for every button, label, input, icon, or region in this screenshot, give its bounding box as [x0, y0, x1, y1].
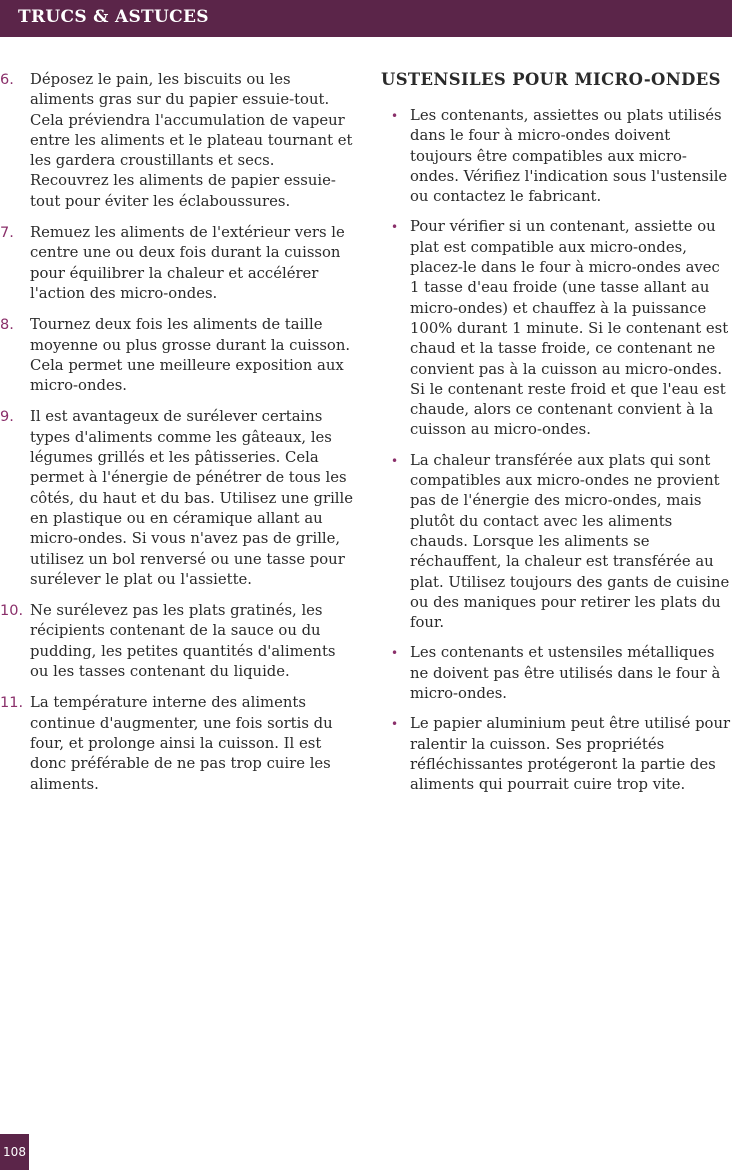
bullet-item	[380, 106, 732, 207]
bullet-icon: •	[391, 220, 399, 235]
bullet-text: Les contenants et ustensiles métalliques ne doivent pas être utilisés dans le four à micro-ondes.	[410, 644, 721, 703]
header-bar	[0, 0, 732, 37]
bullet-item	[380, 451, 732, 634]
tip-number: 11.	[0, 695, 24, 712]
bullet-text: Le papier aluminium peut être utilisé pour ralentir la cuisson. Ses propriétés réfléchissantes protégeront la partie des aliments qui pourrait cuire trop vite.	[410, 715, 731, 794]
tip-number: 8.	[0, 317, 14, 334]
tip-text: Tournez deux fois les aliments de taille moyenne ou plus grosse durant la cuisson. Cela permet une meilleure exposition aux micro-ondes.	[30, 316, 351, 395]
bullet-icon: •	[391, 646, 399, 661]
bullet-text: Les contenants, assiettes ou plats utilisés dans le four à micro-ondes doivent toujours être compatibles aux micro-ondes. Vérifiez l'indication sous l'ustensile ou contactez le fabricant.	[410, 107, 728, 206]
bullet-item	[380, 217, 732, 440]
utensils-section	[380, 70, 732, 806]
tip-item	[0, 315, 355, 396]
tip-number: 10.	[0, 603, 24, 620]
tip-item	[0, 407, 355, 590]
page-number: 108	[0, 1134, 29, 1170]
tip-number: 6.	[0, 72, 14, 88]
bullet-icon: •	[391, 717, 399, 732]
tip-text: Remuez les aliments de l'extérieur vers le centre une ou deux fois durant la cuisson pour équilibrer la chaleur et accélérer l'action des micro-ondes.	[30, 224, 345, 302]
bullet-icon: •	[391, 453, 399, 468]
tip-number: 9.	[0, 409, 14, 426]
tip-item	[0, 223, 355, 304]
bullet-icon: •	[391, 109, 399, 123]
bullet-text: Pour vérifier si un contenant, assiette ou plat est compatible aux micro-ondes, placez-le dans le four à micro-ondes avec 1 tasse d'eau froide (une tasse allant au micro-ondes) et chauffez à la puissance 100% durant 1 minute. Si le contenant est chaud et la tasse froide, ce contenant ne convient pas à la cuisson au micro-ondes. Si le contenant reste froid et que l'eau est chaude, alors ce contenant convient à la cuisson au micro-ondes.	[410, 218, 729, 439]
tip-item	[0, 601, 355, 682]
tip-text: Déposez le pain, les biscuits ou les aliments gras sur du papier essuie-tout. Cela préviendra l'accumulation de vapeur entre les aliments et le plateau tournant et les gardera croustillants et secs. Recouvrez les aliments de papier essuie-tout pour éviter les éclaboussures.	[30, 71, 353, 210]
tip-number: 7.	[0, 225, 14, 242]
bullet-item	[380, 714, 732, 795]
section-heading: USTENSILES POUR MICRO-ONDES	[381, 70, 721, 89]
tip-text: Il est avantageux de surélever certains types d'aliments comme les gâteaux, les légumes grillés et les pâtisseries. Cela permet à l'énergie de pénétrer de tous les côtés, du haut et du bas. Utilisez une grille en plastique ou en céramique allant au micro-ondes. Si vous n'avez pas de grille, utilisez un bol renversé ou une tasse pour surélever le plat ou l'assiette.	[30, 408, 354, 588]
tip-text: La température interne des aliments continue d'augmenter, une fois sortis du four, et prolonge ainsi la cuisson. Il est donc préférable de ne pas trop cuire les aliments.	[30, 694, 333, 793]
bullet-item	[380, 643, 732, 704]
page-section-title: TRUCS & ASTUCES	[18, 7, 209, 27]
tip-item	[0, 70, 355, 212]
tip-text: Ne surélevez pas les plats gratinés, les récipients contenant de la sauce ou du pudding, les petites quantités d'aliments ou les tasses contenant du liquide.	[30, 602, 336, 681]
tip-item	[0, 693, 355, 794]
tips-list	[0, 70, 355, 806]
bullet-text: La chaleur transférée aux plats qui sont compatibles aux micro-ondes ne provient pas de l'énergie des micro-ondes, mais plutôt du contact avec les aliments chauds. Lorsque les aliments se réchauffent, la chaleur est transférée au plat. Utilisez toujours des gants de cuisine ou des maniques pour retirer les plats du four.	[410, 451, 730, 632]
